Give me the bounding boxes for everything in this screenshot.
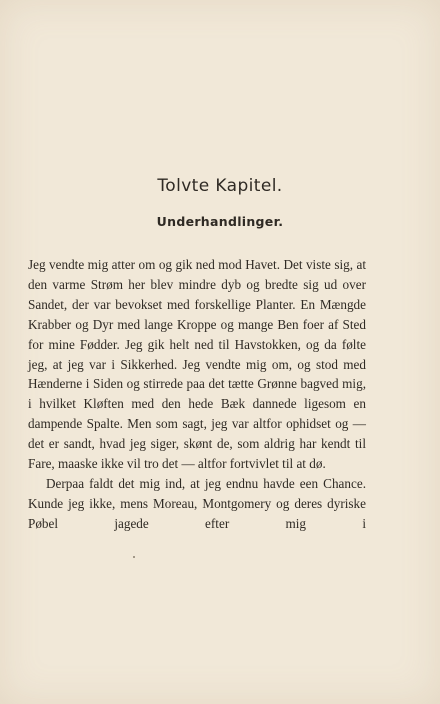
chapter-subtitle: Underhandlinger. [156, 214, 284, 229]
chapter-title: Tolvte Kapitel. [157, 176, 283, 196]
paragraph-1: Jeg vendte mig atter om og gik ned mod Havet. Det viste sig, at den varme Strøm her blev mindre dyb og bredte sig ud over Sandet, der var bevokset med forskellige Planter. En Mængde Krabber og Dyr med lange Kroppe og mange Ben foer af Sted for mine Fødder. Jeg gik helt ned til Havstokken, og da følte jeg, at jeg var i Sikkerhed. Jeg vendte mig om, og stod med Hænderne i Siden og stirrede paa det tætte Grønne bagved mig, i hvilket Kløften med den hede Bæk dannede ligesom en dampende Spalte. Men som sagt, jeg var altfor ophidset og — det er sandt, hvad jeg siger, skønt de, som aldrig har kendt til Fare, maaske ikke vil tro det — altfor fortvivlet til at dø. [28, 257, 366, 472]
paragraph-2: Derpaa faldt det mig ind, at jeg endnu havde een Chance. Kunde jeg ikke, mens Moreau, Montgomery og deres dyriske Pøbel jagede efter mig i [28, 475, 366, 531]
body-text [28, 255, 366, 534]
print-speck [133, 556, 135, 558]
